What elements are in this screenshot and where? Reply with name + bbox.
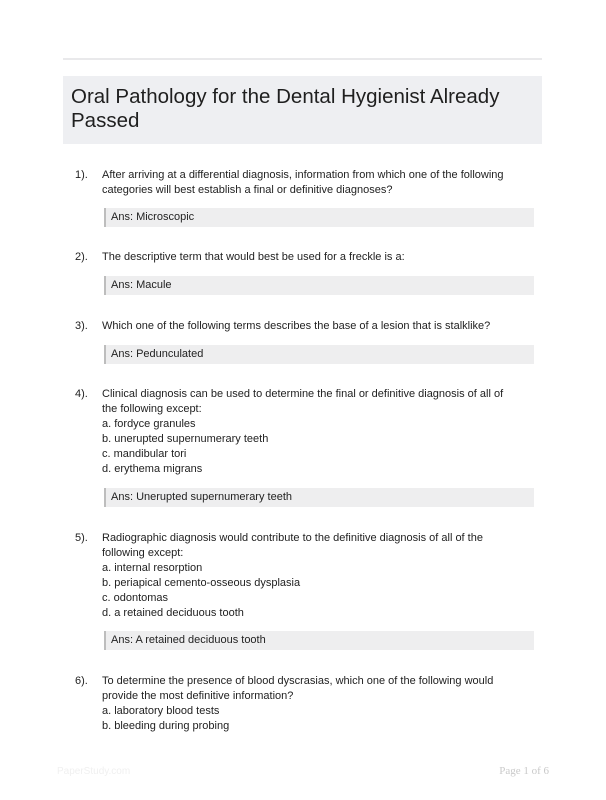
answer-option: d. a retained deciduous tooth <box>102 607 244 619</box>
answer-box: Ans: Unerupted supernumerary teeth <box>104 488 534 507</box>
answer-box: Ans: Pedunculated <box>104 345 534 364</box>
title-banner <box>63 76 542 144</box>
top-divider <box>63 58 542 60</box>
answer-option: a. internal resorption <box>102 562 203 574</box>
answer-option: b. bleeding during probing <box>102 720 230 732</box>
question-number: 4). <box>75 388 88 400</box>
question-number: 6). <box>75 675 88 687</box>
answer-box: Ans: Macule <box>104 276 534 295</box>
answer-option: c. odontomas <box>102 592 169 604</box>
question-body <box>102 168 512 198</box>
answer-option: b. unerupted supernumerary teeth <box>102 433 269 445</box>
question-text: The descriptive term that would best be used for a freckle is a: <box>102 251 405 263</box>
question-body <box>102 319 512 334</box>
footer-site-watermark: PaperStudy.com <box>57 766 131 777</box>
page-title: Oral Pathology for the Dental Hygienist Already Passed <box>71 85 500 132</box>
answer-option: b. periapical cemento-osseous dysplasia <box>102 577 301 589</box>
answer-box: Ans: Microscopic <box>104 208 534 227</box>
question-body <box>102 387 512 477</box>
question-text: Radiographic diagnosis would contribute to the definitive diagnosis of all of the following except: <box>102 532 483 559</box>
answer-option: a. fordyce granules <box>102 418 196 430</box>
question-number: 3). <box>75 320 88 332</box>
question-number: 2). <box>75 251 88 263</box>
question-body <box>102 674 512 734</box>
answer-option: d. erythema migrans <box>102 463 203 475</box>
answer-box: Ans: A retained deciduous tooth <box>104 631 534 650</box>
question-body <box>102 250 512 265</box>
question-text: After arriving at a differential diagnosis, information from which one of the following categories will best establish a final or definitive diagnoses? <box>102 169 504 196</box>
answer-option: a. laboratory blood tests <box>102 705 220 717</box>
question-number: 5). <box>75 532 88 544</box>
question-text: Which one of the following terms describes the base of a lesion that is stalklike? <box>102 320 491 332</box>
question-text: Clinical diagnosis can be used to determine the final or definitive diagnosis of all of the following except: <box>102 388 504 415</box>
question-number: 1). <box>75 169 88 181</box>
question-text: To determine the presence of blood dyscrasias, which one of the following would provide the most definitive information? <box>102 675 494 702</box>
page-number: Page 1 of 6 <box>499 765 549 777</box>
question-body <box>102 531 512 621</box>
answer-option: c. mandibular tori <box>102 448 187 460</box>
